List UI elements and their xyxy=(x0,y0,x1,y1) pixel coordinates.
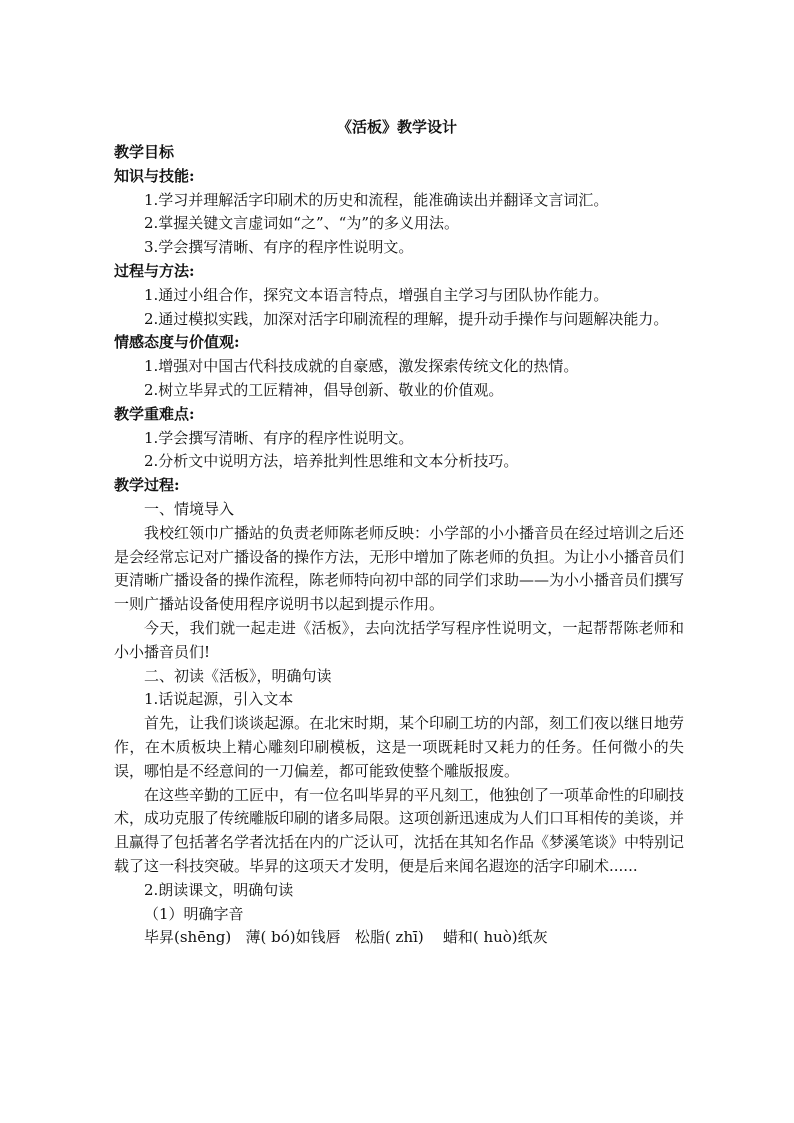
pinyin-line: 毕昇(shēng) 薄( bó)如钱唇 松脂( zhī) 蜡和( huò)纸灰 xyxy=(144,928,548,947)
paragraph: 在这些辛勤的工匠中，有一位名叫毕昇的平凡刻工，他独创了一项革命性的印刷技术，成功克服了传统雕版印刷的诸多局限。这项创新迅速成为人们口耳相传的美谈，并且赢得了包括著名学者沈括在内的广泛认可，沈括在其知名作品《梦溪笔谈》中特别记载了这一科技突破。毕昇的这项天才发明，便是后来闻名遐迩的活字印刷术...... xyxy=(114,785,685,875)
paragraph: 首先，让我们谈谈起源。在北宋时期，某个印刷工坊的内部，刻工们夜以继日地劳作，在木质板块上精心雕刻印刷模板，这是一项既耗时又耗力的任务。任何微小的失误，哪怕是不经意间的一刀偏差，都可能致使整个雕版报废。 xyxy=(114,714,685,780)
knowledge-item: 2.掌握关键文言虚词如“之”、“为”的多义用法。 xyxy=(144,214,459,233)
knowledge-heading: 知识与技能: xyxy=(114,166,195,185)
objectives-heading: 教学目标 xyxy=(114,143,175,161)
subsection-item: （1）明确字音 xyxy=(144,904,244,923)
process-item: 2.通过模拟实践，加深对活字印刷流程的理解，提升动手操作与问题解决能力。 xyxy=(144,309,669,328)
subsection-title: 1.话说起源，引入文本 xyxy=(144,690,294,709)
process-heading: 过程与方法: xyxy=(114,261,195,280)
key-points-heading: 教学重难点: xyxy=(114,404,195,423)
paragraph: 我校红领巾广播站的负责老师陈老师反映：小学部的小小播音员在经过培训之后还是会经常忘记对广播设备的操作方法，无形中增加了陈老师的负担。为让小小播音员们更清晰广播设备的操作流程，陈老师特向初中部的同学们求助——为小小播音员们撰写一则广播站设备使用程序说明书以起到提示作用。 xyxy=(114,523,685,614)
document-body xyxy=(114,141,684,950)
procedure-heading: 教学过程: xyxy=(114,476,180,495)
subsection-title: 2.朗读课文，明确句读 xyxy=(144,880,294,899)
knowledge-item: 1.学习并理解活字印刷术的历史和流程，能准确读出并翻译文言词汇。 xyxy=(144,190,609,209)
attitude-item: 2.树立毕昇式的工匠精神，倡导创新、敬业的价值观。 xyxy=(144,380,504,399)
attitude-heading: 情感态度与价值观: xyxy=(114,333,240,352)
key-point-item: 1.学会撰写清晰、有序的程序性说明文。 xyxy=(144,428,414,447)
document-title: 《活板》教学设计 xyxy=(336,118,457,136)
key-point-item: 2.分析文中说明方法，培养批判性思维和文本分析技巧。 xyxy=(144,452,519,471)
attitude-item: 1.增强对中国古代科技成就的自豪感，激发探索传统文化的热情。 xyxy=(144,357,579,376)
section-title: 二、初读《活板》，明确句读 xyxy=(144,666,332,685)
knowledge-item: 3.学会撰写清晰、有序的程序性说明文。 xyxy=(144,238,414,257)
section-title: 一、情境导入 xyxy=(144,499,235,518)
process-item: 1.通过小组合作，探究文本语言特点，增强自主学习与团队协作能力。 xyxy=(144,285,609,304)
paragraph: 今天，我们就一起走进《活板》，去向沈括学写程序性说明文，一起帮帮陈老师和小小播音员们! xyxy=(114,618,684,661)
